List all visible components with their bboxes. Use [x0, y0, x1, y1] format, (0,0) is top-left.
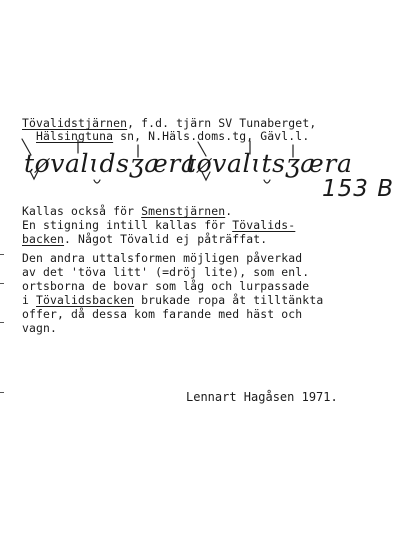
edge-tick	[0, 283, 4, 284]
body-line: Den andra uttalsformen möjligen påverkad	[22, 251, 303, 265]
body-line: Kallas också för Smenstjärnen.	[22, 204, 233, 218]
hill-name-part: backen	[22, 232, 65, 246]
body-line: i Tövalidsbacken brukade ropa åt tilltänkta	[22, 293, 324, 307]
reference-number: 153 B	[322, 176, 394, 202]
edge-tick	[0, 254, 4, 255]
pronunciation-form-2: tøvalɩtsʒæra	[186, 149, 353, 178]
heading-details-2: sn, N.Häls.doms.tg, Gävl.l.	[113, 129, 310, 143]
body-line: En stigning intill kallas för Tövalids-	[22, 218, 296, 232]
edge-tick	[0, 322, 4, 323]
signature: Lennart Hagåsen 1971.	[186, 390, 338, 404]
parish-name: Hälsingtuna	[36, 129, 114, 143]
hill-name-part: Tövalids-	[232, 218, 296, 232]
body-line: ortsborna de bovar som låg och lurpassade	[22, 279, 310, 293]
body-line: offer, då dessa kom farande med häst och	[22, 307, 303, 321]
hill-name: Tövalidsbacken	[36, 293, 135, 307]
heading-indent	[22, 129, 36, 143]
edge-tick	[0, 392, 4, 393]
place-name: Tövalidstjärnen	[22, 116, 128, 130]
body-line: backen. Något Tövalid ej påträffat.	[22, 232, 268, 246]
body-line: av det 'töva litt' (=dröj lite), som enl.	[22, 265, 310, 279]
body-line: vagn.	[22, 321, 58, 335]
heading-details-1: , f.d. tjärn SV Tunaberget,	[127, 116, 317, 130]
alt-name: Smenstjärnen	[141, 204, 226, 218]
heading-line-2	[22, 130, 309, 143]
pronunciation-form-1: tøvalɩdsʒæra	[24, 149, 197, 178]
